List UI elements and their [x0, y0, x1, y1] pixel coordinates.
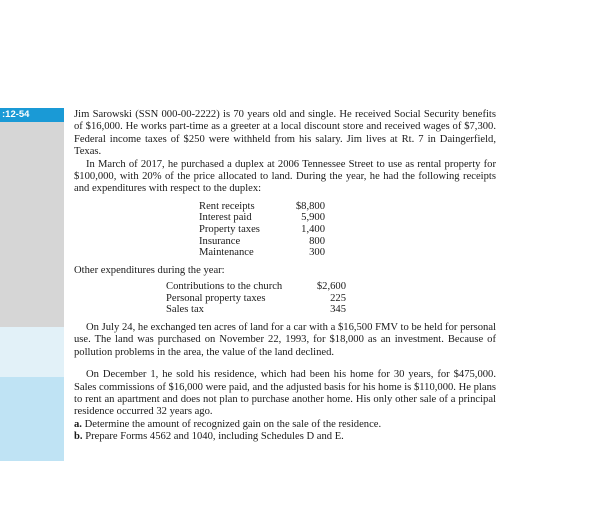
row-label: Maintenance [199, 247, 254, 259]
row-label: Rent receipts [199, 200, 255, 212]
row-amount: 300 [309, 247, 325, 259]
rental-table [199, 201, 325, 259]
table-row [199, 212, 325, 224]
part-text: Determine the amount of recognized gain on the sale of the residence. [84, 418, 382, 430]
problem-text [74, 109, 496, 444]
row-label: Contributions to the church [166, 281, 283, 293]
table-row [199, 236, 325, 248]
intro-paragraph: Jim Sarowski (SSN 000-00-2222) is 70 years old and single. He received Social Security benefits of $16,000. He works part-time as a greeter at a local discount store and received wages of $7,300. Federal income taxes of $250 were withheld from his salary. Jim lives at Rt. 7 in Daingerfield, Texas. [74, 109, 496, 158]
table-row [199, 247, 325, 259]
row-amount: $2,600 [316, 281, 346, 293]
table-row [166, 293, 346, 305]
table-row [199, 224, 325, 236]
row-amount: 800 [309, 235, 325, 247]
row-label: Interest paid [199, 212, 252, 224]
table-row [166, 281, 346, 293]
row-amount: 1,400 [301, 224, 325, 236]
row-label: Property taxes [199, 224, 260, 236]
part-text: Prepare Forms 4562 and 1040, including Schedules D and E. [85, 431, 344, 443]
table-row [166, 304, 346, 316]
part-letter: a. [74, 418, 82, 430]
parts-list [74, 419, 496, 444]
other-expenditures-table [166, 281, 346, 316]
margin-bar-gray [0, 108, 64, 327]
question-part [74, 419, 496, 431]
problem-number: :12-54 [0, 108, 64, 122]
margin-bar-pale [0, 327, 64, 377]
row-amount: 345 [330, 304, 346, 316]
row-label: Personal property taxes [166, 292, 266, 304]
table-row [199, 201, 325, 213]
row-label: Sales tax [166, 304, 204, 316]
margin-bar-blue [0, 377, 64, 461]
row-amount: 5,900 [301, 212, 325, 224]
question-part [74, 431, 496, 443]
residence-paragraph: On December 1, he sold his residence, which had been his home for 30 years, for $475,000. Sales commissions of $16,000 were paid, and the adjusted basis for his home is $110,000. He plans to rent an apartment and does not plan to purchase another home. His only other sale of a principal residence occurred 32 years ago. [74, 369, 496, 418]
other-heading: Other expenditures during the year: [74, 264, 225, 276]
row-amount: 225 [330, 292, 346, 304]
part-letter: b. [74, 431, 83, 443]
duplex-paragraph: In March of 2017, he purchased a duplex at 2006 Tennessee Street to use as rental property for $100,000, with 20% of the price allocated to land. During the year, he had the following receipts and expenditures with respect to the duplex: [74, 158, 496, 195]
row-label: Insurance [199, 235, 241, 247]
land-exchange-paragraph: On July 24, he exchanged ten acres of land for a car with a $16,500 FMV to be held for personal use. The land was purchased on November 22, 1993, for $18,000 as an investment. Because of pollution problems in the area, the value of the land declined. [74, 322, 496, 358]
row-amount: $8,800 [295, 200, 325, 212]
